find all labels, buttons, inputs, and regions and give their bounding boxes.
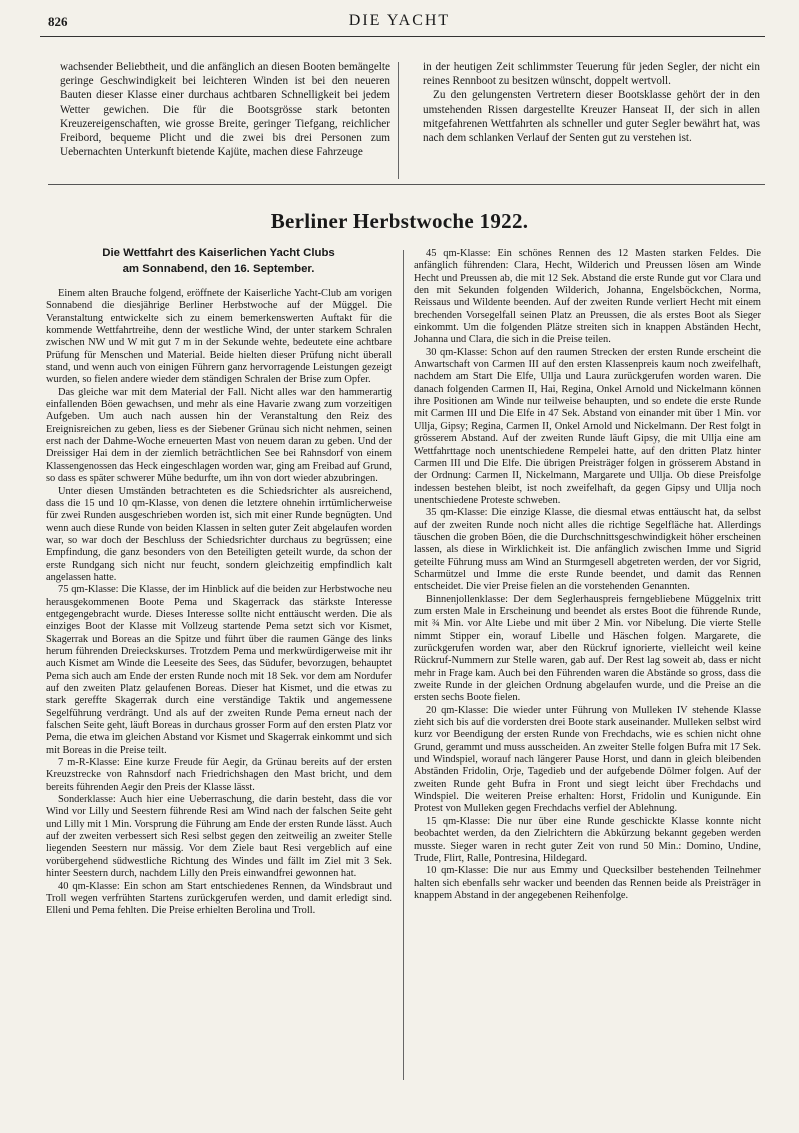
article-title: Berliner Herbstwoche 1922. — [270, 209, 529, 233]
article-subtitle — [46, 245, 391, 277]
article-column-divider — [403, 250, 404, 1080]
header-rule — [40, 36, 765, 37]
article-paragraph: 30 qm-Klasse: Schon auf den raumen Strecken der ersten Runde erscheint die Anwartschaft von Carmen III auf den ersten Klassenpreis kaum noch zweifelhaft, nachdem am Start Die Elfe, Ullja und Laura zurückgerufen worden waren. Die danach folgenden Carmen II, Hai, Regina, Onkel Arnold und Nickelmann können ihre Positionen am Winde nur teilweise behaupten, und so endete die erste Runde mit Carmen III und Die Elfe in 47 Sek. Abstand von einander mit über 1 Min. vor Ullja, Gipsy; Regina, Carmen II, Onkel Arnold und Nickelmann. Der Rest folgt in grösserem Abstand. Auf der zweiten Runde läuft Gipsy, die mit Ullja eine am Wettfahrttage noch unentschiedene Rempelei hatte, auf den dritten Platz hinter Carmen III und Die Elfe. Die übrigen Preisträger folgen in grösserem Abstand in der Ordnung: Carmen II, Nickelmann, Margarete und Ullja. Ob diese Preisfolge indessen bestehen bleibt, ist noch zweifelhaft, da gegen Gipsy und Ullja noch unentschiedene Proteste schweben. — [414, 346, 761, 506]
section-rule — [48, 184, 765, 185]
article-paragraph: 10 qm-Klasse: Die nur aus Emmy und Quecksilber bestehenden Teilnehmer halten sich ebenfalls sehr wacker und beenden das Rennen beide als Preisträger in knappem Abstand in der angegebenen Reihenfolge. — [414, 865, 761, 901]
article-paragraph: Sonderklasse: Auch hier eine Ueberraschung, die darin besteht, dass die vor Wind vor Lilly und Seestern führende Resi am Wind nach der falschen Seite geht und Lilly mit 1 Min. Vorsprung die Führung am Ende der ersten Runde lässt. Auch auf der zweiten verbessert sich Resi selbst gegen den zeitweilig an zweiter Stelle liegenden Seestern nur mässig. Vor dem Ziele baut Resi vergeblich auf eine vorübergehend südwestliche Richtung des Windes und fällt im Ziel mit 3 Sek. hinter Seestern durch, nachdem Lilly den Preis einwandfrei gewonnen hat. — [46, 794, 392, 880]
article-subtitle-line-2: am Sonnabend, den 16. September. — [122, 263, 315, 275]
article-paragraph: 45 qm-Klasse: Ein schönes Rennen des 12 Masten starken Feldes. Die anfänglich führenden: Clara, Hecht, Wilderich und Preussen lösen am Winde Hecht und Preussen ab, die mit 12 Sek. Abstand die erste Runde gut vor Clara und den mit Sekunden folgenden Wilderich, Johanna, Engelsböckchen, Norma, Reissaus und Wildente beenden. Auf der zweiten Runde verliert Hecht mit einem brechenden Vorsegelfall seinen Platz an Preussen, die als erstes Boot als Sieger einkommt. Um die folgenden Plätze streiten sich in knappen Abständen Hecht, Johanna und Clara, die sich in die Preise teilen. — [414, 248, 761, 346]
article-paragraph: 75 qm-Klasse: Die Klasse, der im Hinblick auf die beiden zur Herbstwoche neu herausgekommenen Boote Pema und Skagerrack das stärkste Interesse entgegengebracht wurde. Dieses Interesse sollte nicht enttäuscht werden. Die als einziges Boot der Klasse mit Vollzeug startende Pema setzt sich vor Kismet, Skagerrak und Boreas an die Spitze und führt über die raumen Gänge des links herum führenden Dreieckskurses. Trotzdem Pema und merkwürdigerweise mit ihr auch Kismet am Winde die Leeseite des Sees, das Südufer, bevorzugen, behauptet Pema sich auch am Ende der ersten Runde noch mit 18 Sek. vor dem am Nordufer auf den zweiten Platz gelaufenen Boreas. Dieser hat Kismet, und die etwas zu stark gereffte Skagerrak durch eine verständige Taktik und angemessene Segelführung verdrängt. Und als auf der zweiten Runde Pema erneut nach der falschen Seite geht, läuft Boreas in durchaus grosser Form auf den ersten Platz vor Pema, die etwa im gleichen Abstand vor Kismet und Skagerrak einkommt und sich mit Boreas in die Preise teilt. — [46, 584, 392, 756]
article-right-column — [414, 248, 761, 902]
article-paragraph: 15 qm-Klasse: Die nur über eine Runde geschickte Klasse konnte nicht beobachtet werden, da den Zielrichtern die Abkürzung bekannt gegeben werden musste. Sieger waren in recht guter Zeit von rund 50 Min.: Domino, Undine, Trude, Flirt, Ralle, Pontresina, Hildegard. — [414, 815, 761, 864]
article-paragraph: 20 qm-Klasse: Die wieder unter Führung von Mulleken IV stehende Klasse zieht sich bis auf die vordersten drei Boote stark auseinander. Mulleken selbst wird kurz vor Beendigung der ersten Runde von Frechdachs, wie es schien nicht ohne Grund, gerammt und muss ausscheiden. An zweiter Stelle folgen Bufra mit 17 Sek. und Windspiel, worauf nach längerer Pause Horst, und dann in gleich bleibenden Abständen Fridolin, Orje, Tagedieb und der aufgebende Dölmer folgen. Auf der zweiten Runde geht Bufra in Front und siegt leicht über Frechdachs und Windspiel. Die weiteren Preise erhalten: Horst, Fridolin und Kunigunde. Ein Protest von Mulleken gegen Frechdachs verfiel der Ablehnung. — [414, 704, 761, 815]
article-paragraph: Das gleiche war mit dem Material der Fall. Nicht alles war den hammerartig einfallenden Böen gewachsen, und mehr als eine Havarie zwang zum vorzeitigen Aufgeben. Um auch nach aussen hin der Veranstaltung den Reiz des Ereignisreichen zu geben, liess es der Siebener Grünau sich nicht nehmen, seinen erst nach der Dahme-Woche erneuerten Mast von neuem daran zu geben. Und der Dreissiger Hai dem in der ziemlich beträchtlichen See bei Rahnsdorf von einem Klassengenossen das Heck eingeschlagen worden war, ging am Freibad auf Grund, so dass es später schwerer Mühe bedurfte, um ihn von dort wieder abzubringen. — [46, 386, 392, 485]
top-left-paragraph: wachsender Beliebtheit, und die anfänglich an diesen Booten bemängelte geringe Geschwindigkeit bei leichteren Winden ist bei den neueren Bauten dieser Klasse einer durchaus achtbaren Schnelligkeit bei jedem Wetter gewichen. Die für die Bootsgrösse stark betonten Kreuzereigenschaften, wie grosse Breite, geringer Tiefgang, reichlicher Freibord, bequeme Plicht und die zwei bis drei Personen zum Uebernachten Unterkunft bietende Kajüte, machen diese Fahrzeuge — [60, 61, 390, 159]
article-paragraph: 35 qm-Klasse: Die einzige Klasse, die diesmal etwas enttäuscht hat, da selbst auf der zweiten Runde noch nicht alles die richtige Segelfläche hat. Allerdings täuschen die groben Böen, die die Durchschnittsgeschwindigkeit höher erscheinen lassen, als diese in Wirklichkeit ist. Die anfänglich zwischen Imme und Sigrid geteilte Führung muss am Wind an Sturmgesell abgetreten werden, der vor Sigrid, Scharmützel und Imme die erste Runde beendet, und damit das Rennen entscheidet. Die vier Preise fielen an die vorstehenden Genannten. — [414, 507, 761, 593]
top-right-paragraph-2: Zu den gelungensten Vertretern dieser Bootsklasse gehört der in den umstehenden Rissen dargestellte Kreuzer Hanseat II, der sich in allen mitgefahrenen Wettfahrten als schneller und guter Segler bewährt hat, was nach dem schlanken Verlauf der Senten gut zu verstehen ist. — [423, 89, 760, 145]
article-paragraph: 7 m-R-Klasse: Eine kurze Freude für Aegir, da Grünau bereits auf der ersten Kreuzstrecke von Rahnsdorf nach Friedrichshagen den Mast bricht, und dem bereits führenden Aegir den Preis der Klasse lässt. — [46, 757, 392, 793]
article-left-column — [46, 288, 392, 918]
article-paragraph: Unter diesen Umständen betrachteten es die Schiedsrichter als ausreichend, dass die 15 und 10 qm-Klasse, von denen die letztere ohnehin irrtümlicherweise für zwei Runden ausgeschrieben worden ist, sich mit einer Runde begnügten. Und wenn auch diese Runde von beiden Klassen in selten guter Zeit abgelaufen worden war, so war doch der Beschluss der Schiedsrichter durchaus zu begrüssen; eine Empfindung, die ganz besonders von den Beteiligten geteilt wurde, da schon der erste Rundgang sich nicht nur feucht, sondern gleichzeitig empfindlich kalt angelassen hatte. — [46, 485, 392, 583]
top-right-column — [423, 60, 760, 145]
article-paragraph: Binnenjollenklasse: Der dem Seglerhauspreis ferngebliebene Müggelnix tritt zum ersten Male in Erscheinung und beendet als erstes Boot die führende Runde, mit ¾ Min. vor Alte Liebe und mit über 2 Min. vor Nibelung. Die vierte Stelle nimmt Stipper ein, worauf Libelle und Häschen folgen. Margarete, die zurückgerufen worden war, aber den Rückruf ignorierte, vielleicht weil keine Rückruf-Nummern zur Stelle waren, gab auf. Der Rest lag soweit ab, dass er nicht mehr in Frage kam. Auch bei den Führenden waren die Abstände so gross, dass die zweite Runde in der gleichen Ordnung abgelaufen wurde, und die Preise an die ersten sechs Boote fielen. — [414, 593, 761, 704]
article-subtitle-line-1: Die Wettfahrt des Kaiserlichen Yacht Clubs — [102, 247, 335, 259]
article-paragraph: 40 qm-Klasse: Ein schon am Start entschiedenes Rennen, da Windsbraut und Troll wegen verfrühten Startens zurückgerufen werden, und damit erledigt sind. Elleni und Pema fehlten. Die Preise erhielten Berolina und Troll. — [46, 880, 392, 917]
running-head: DIE YACHT — [348, 12, 451, 29]
page-number: 826 — [48, 14, 68, 29]
top-column-divider — [398, 62, 399, 179]
article-paragraph: Einem alten Brauche folgend, eröffnete der Kaiserliche Yacht-Club am vorigen Sonnabend die diesjährige Berliner Herbstwoche auf der Müggel. Die Veranstaltung entwickelte sich zu einem bemerkenswerten Auftakt für die kommende Wettfahrtreihe, denn der westliche Wind, der unter starkem Schralen zwischen NW und W mit gut 7 m in der Sekunde wehte, bedeutete eine achtbare Prüfung für Menschen und Material. Beide hielten dieser Prüfung nicht überall stand, und wenn auch von einigen Führern ganz hervorragende Leistungen gezeigt wurden, so fielen andere wieder dem ständigen Schralen der Brise zum Opfer. — [46, 288, 392, 386]
top-left-column — [60, 60, 390, 159]
top-right-paragraph-1: in der heutigen Zeit schlimmster Teuerung für jeden Segler, der nicht ein reines Rennboot zu besitzen wünscht, doppelt wertvoll. — [423, 61, 760, 88]
